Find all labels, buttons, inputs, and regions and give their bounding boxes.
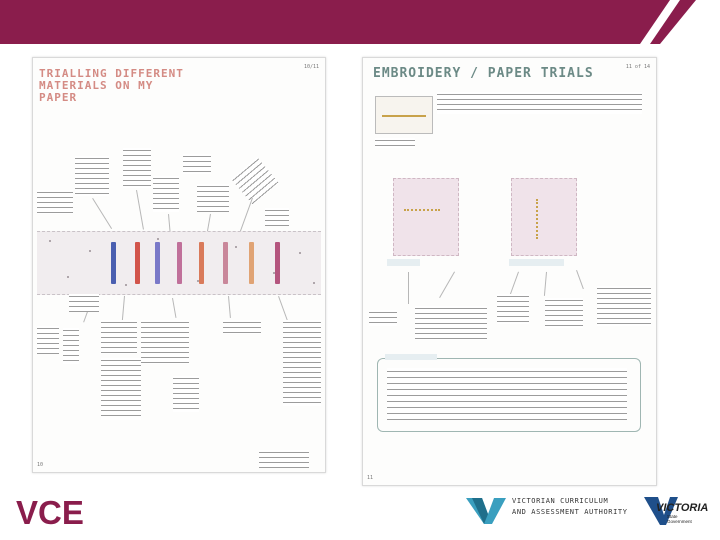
annotation-note: [153, 176, 179, 212]
right-page-title: EMBROIDERY / PAPER TRIALS: [373, 66, 594, 81]
embroidered-paper-sample: [393, 178, 459, 256]
pointer-line: [172, 298, 176, 318]
pointer-line: [439, 272, 455, 298]
gold-thread: [382, 115, 426, 117]
annotation-note: [37, 326, 59, 354]
paper-speck: [89, 250, 91, 252]
annotation-note: [101, 358, 141, 420]
annotation-note: [63, 328, 79, 364]
annotation-note: [265, 208, 289, 226]
victoria-subtext-line1: State: [667, 514, 678, 519]
vce-logo: VCE: [16, 494, 84, 531]
annotation-note: [123, 148, 151, 188]
annotation-note: [101, 320, 137, 354]
annotation-paragraph: [437, 92, 642, 114]
stitch-trial: [249, 242, 254, 284]
paper-speck: [157, 238, 159, 240]
vcaa-wordmark: [512, 496, 628, 518]
annotation-note: [141, 320, 189, 364]
vcaa-logo-icon: [464, 494, 508, 526]
victoria-wordmark: VICTORIA: [656, 502, 709, 514]
annotation-note: [545, 298, 583, 328]
sample-caption: [387, 259, 420, 266]
annotation-note: [597, 286, 651, 326]
pointer-line: [239, 198, 253, 234]
stitch-trial: [111, 242, 116, 284]
sample-caption: [509, 259, 564, 266]
annotation-note: [375, 138, 415, 148]
stitch-trial: [135, 242, 140, 284]
right-page-tag: 11 of 14: [625, 64, 650, 70]
pointer-line: [544, 272, 547, 296]
annotation-note: [223, 320, 261, 334]
victoria-subtext: [667, 514, 692, 524]
annotation-note: [173, 376, 199, 412]
stitch-trial: [199, 242, 204, 284]
annotation-note: [231, 157, 279, 205]
right-sketchbook-page: [362, 57, 657, 486]
paper-speck: [67, 276, 69, 278]
stitch-trial: [275, 242, 280, 284]
embroidered-paper-sample: [511, 178, 577, 256]
pointer-line: [136, 190, 144, 230]
pointer-line: [510, 272, 519, 295]
annotation-note: [75, 156, 109, 196]
banner-corner-cutout: [600, 0, 720, 44]
annotation-note: [415, 306, 487, 340]
left-title-line2: PAPER: [39, 91, 78, 104]
vcaa-line2: AND ASSESSMENT AUTHORITY: [512, 508, 628, 516]
pointer-line: [408, 272, 409, 304]
left-page-number: 10: [37, 462, 44, 468]
vcaa-line1: VICTORIAN CURRICULUM: [512, 497, 609, 505]
embroidery-stitches: [536, 199, 542, 239]
evaluation-box-title: [385, 354, 437, 360]
left-sketchbook-page: [32, 57, 326, 473]
paper-speck: [49, 240, 51, 242]
annotation-note: [369, 310, 397, 326]
stitch-trial: [223, 242, 228, 284]
thread-sample-card: [375, 96, 433, 134]
embroidery-stitches: [404, 209, 440, 215]
evaluation-text: [387, 368, 627, 420]
stitch-trial: [177, 242, 182, 284]
annotation-note: [283, 320, 321, 406]
annotation-note: [183, 154, 211, 174]
annotation-note: [37, 190, 73, 214]
paper-speck: [125, 284, 127, 286]
left-title-line1: TRIALLING DIFFERENT MATERIALS ON MY: [39, 67, 184, 92]
paper-speck: [299, 252, 301, 254]
top-banner: [0, 0, 720, 44]
stitch-trial: [155, 242, 160, 284]
pointer-line: [228, 296, 231, 318]
paper-sample-strip: [37, 231, 321, 295]
right-page-number: 11: [367, 475, 374, 481]
annotation-note: [69, 294, 99, 312]
annotation-note: [259, 450, 309, 468]
left-page-tag: 10/11: [303, 64, 319, 70]
annotation-note: [197, 184, 229, 212]
annotation-note: [497, 294, 529, 324]
left-page-title: [39, 68, 259, 104]
pointer-line: [92, 198, 112, 229]
paper-speck: [235, 246, 237, 248]
paper-speck: [313, 282, 315, 284]
pointer-line: [576, 270, 584, 289]
victoria-subtext-line2: Government: [667, 519, 692, 524]
